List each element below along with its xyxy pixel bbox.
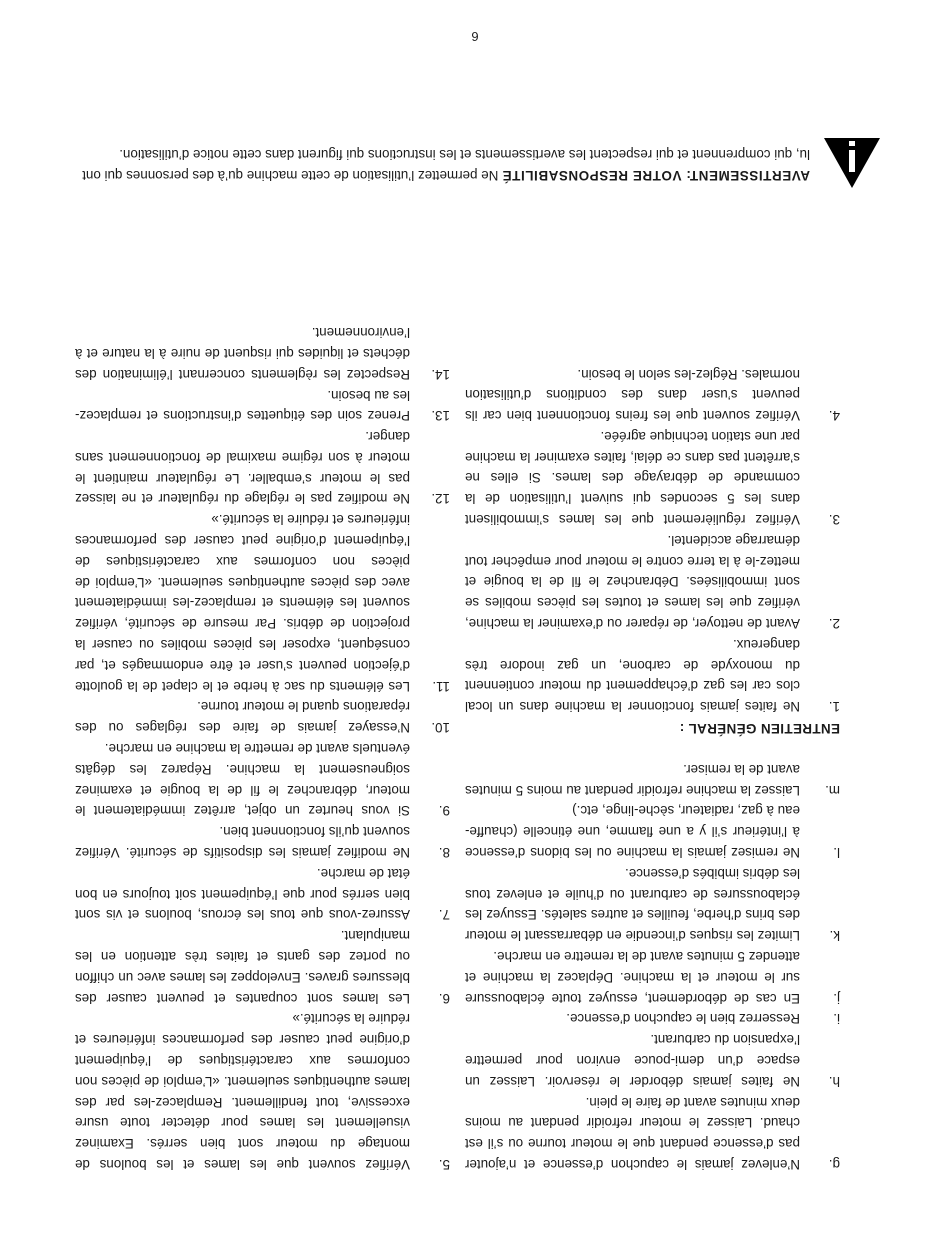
item-number: 7.	[438, 907, 450, 923]
item-number: 14.	[431, 366, 450, 382]
list-item	[465, 758, 840, 800]
item-text: Assurez-vous que tous les écrous, boulons et vis sont bien serrés pour que l’équipement soit toujours en bon état de marche.	[75, 865, 410, 923]
item-number: 13.	[431, 408, 450, 424]
list-item	[75, 384, 450, 426]
left-column	[465, 363, 840, 1174]
item-text: Resserrez bien le capuchon d’essence.	[566, 1011, 800, 1027]
item-number: 11.	[432, 678, 450, 694]
list-item	[465, 1008, 840, 1029]
list-item	[75, 425, 450, 508]
item-text: Ne faites jamais déborder le réservoir. Laissez un espace d’un demi-pouce environ pour permettre l’expansion du carburant.	[465, 1032, 800, 1089]
list-item	[465, 363, 840, 425]
list-item	[75, 696, 450, 738]
item-number: j.	[833, 990, 840, 1006]
item-text: Ne modifiez pas le réglage du régulateur et ne laissez pas le moteur s’emballer. Le régulateur maintient le moteur à son régime maximal de fonctionnement sans danger.	[75, 429, 410, 507]
item-number: 12.	[431, 491, 450, 507]
list-item	[75, 862, 450, 924]
item-number: h.	[828, 1073, 840, 1089]
item-text: Limitez les risques d’incendie en débarrassant le moteur des brins d’herbe, feuilles et autres saletés. Essuyez les éclaboussures de carburant ou d’huile et enlevez tous les débris imbibés d’essence.	[465, 865, 800, 944]
warning-text-block	[70, 144, 810, 186]
item-text: Respectez les règlements concernant l’élimination des déchets et liquides qui risquent de nuire à la nature et à l’environnement.	[75, 325, 410, 382]
warning-box	[67, 70, 882, 190]
page-number: 6	[471, 29, 479, 44]
item-number: i.	[833, 1011, 840, 1027]
list-item	[465, 1028, 840, 1090]
item-text: N’enlevez jamais le capuchon d’essence et n’ajouter pas d’essence pendant que le moteur tourne ou s’il est chaud. Laissez le moteur refroidir pendant au moins deux minutes avant de faire le plein.	[465, 1094, 800, 1172]
item-text: Vérifiez souvent que les freins fonctionnent bien car ils peuvent s’user dans des conditions d’utilisation normales. Réglez-les selon le besoin.	[465, 366, 800, 424]
item-text: Ne faites jamais fonctionner la machine dans un local clos car les gaz d’échappement du moteur contiennent du monoxyde de carbone, un gaz inodore très dangereux.	[465, 636, 800, 715]
warning-icon	[822, 136, 882, 190]
item-number: m.	[825, 782, 840, 798]
list-item	[75, 737, 450, 820]
item-text: Si vous heurtez un objet, arrêtez immédiatement le moteur, débranchez le fil de la bougie et examinez soigneusement la machine. Réparez les dégâts éventuels avant de remettre la machine en marche.	[75, 741, 410, 819]
item-text: En cas de débordement, essuyez toute éclaboussure sur le moteur et la machine. Déplacez la machine et attendez 5 minutes avant de la remettre en marche.	[465, 949, 800, 1006]
list-item	[465, 529, 840, 633]
list-item	[75, 1008, 450, 1174]
list-item	[465, 945, 840, 1007]
item-text: Les éléments du sac à herbe et le clapet de la goulotte d’éjection peuvent s’user et être endommagés et, par conséquent, exposer les pièces mobiles ou causer la projection de débris. Par mesure de sécurité, vérifiez souvent les éléments et remplacez-les immédiatement avec des pièces authentiques seulement. «L’emploi de pièces non conformes aux caractéristiques de l’équipement d’origine peut causer des performances inférieures et réduire la sécurité.»	[75, 512, 410, 694]
list-item	[465, 800, 840, 862]
list-item	[465, 633, 840, 716]
item-text: N’essayez jamais de faire des réglages ou des réparations quand le moteur tourne.	[75, 699, 410, 736]
item-number: k.	[829, 928, 840, 944]
item-number: l.	[833, 845, 840, 861]
item-text: Vérifiez souvent que les lames et les boulons de montage du moteur sont bien serrés. Examinez visuellement les lames pour détecter toute usure excessive, tout fendillement. Remplacez-les par des lames authentiques seulement. «L’emploi de pièces non conformes aux caractéristiques de l’équipement d’origine peut causer des performances inférieures et réduire la sécurité.»	[75, 1011, 410, 1172]
list-item	[465, 425, 840, 529]
item-text: Vérifiez régulièrement que les lames s’immobilisent dans les 5 secondes qui suivent l’utilisation de la commande de débrayage des lames. Si elles ne s’arrêtent pas dans ce délai, faites examiner la machine par une station technique agréée.	[465, 428, 800, 528]
item-text: Prenez soin des étiquettes d’instructions et remplacez-les au besoin.	[75, 387, 410, 424]
right-column	[75, 321, 450, 1174]
item-number: 5.	[438, 1157, 450, 1172]
item-text: Les lames sont coupantes et peuvent causer des blessures graves. Enveloppez les lames avec un chiffon ou portez des gants et faites très attention en les manipulant.	[75, 928, 410, 1006]
item-text: Ne modifiez jamais les dispositifs de sécurité. Vérifiez souvent qu’ils fonctionnent bien.	[75, 824, 410, 861]
list-item	[75, 924, 450, 1007]
list-item	[465, 862, 840, 945]
item-number: 9.	[438, 803, 450, 819]
list-item	[465, 1091, 840, 1174]
item-number: 8.	[438, 845, 450, 861]
warning-body: Ne permettez l’utilisation de cette machine qu’à des personnes qui ont lu, qui comprennent et qui respectent les avertissements et les instructions qui figurent dans cette notice d’utilisation.	[82, 147, 810, 183]
warning-title: AVERTISSEMENT: VOTRE RESPONSABILITÉ	[502, 168, 810, 183]
list-item	[75, 820, 450, 862]
list-item	[75, 321, 450, 383]
item-text: Avant de nettoyer, de réparer ou d’examiner la machine, vérifiez que les lames et toutes les pièces mobiles se sont immobilisées. Débranchez le fil de la bougie et mettez-le à la terre contre le moteur pour empêcher tout démarrage accidentel.	[465, 532, 800, 632]
item-text: Laissez la machine refroidir pendant au moins 5 minutes avant de la remiser.	[465, 761, 800, 798]
item-number: 1.	[828, 699, 840, 715]
item-number: 3.	[828, 512, 840, 528]
maintenance-heading: ENTRETIEN GÉNÉRAL :	[679, 721, 840, 737]
list-item	[75, 509, 450, 696]
item-number: 4.	[828, 408, 840, 424]
item-number: 6.	[438, 990, 450, 1006]
item-number: 2.	[828, 616, 840, 632]
item-number: g.	[828, 1157, 840, 1172]
item-number: 10.	[431, 720, 450, 736]
item-text: Ne remisez jamais la machine ou les bidons d’essence à l’intérieur s’il y a une flamme, une étincelle (chauffe-eau à gaz, radiateur, sèche-linge, etc.)	[465, 803, 800, 861]
